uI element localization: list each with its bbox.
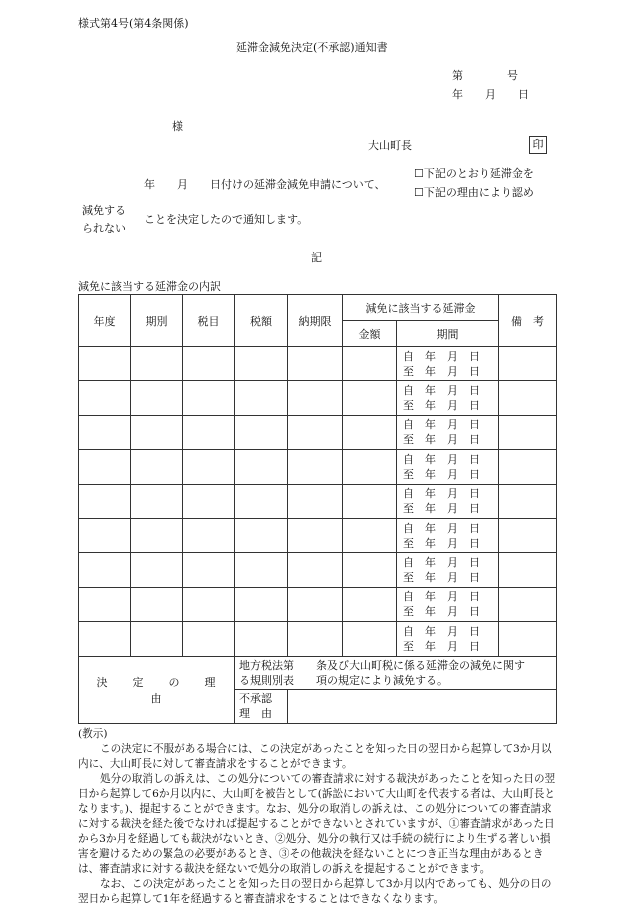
period-cell[interactable] — [131, 381, 183, 415]
date-from-label: 自 年 月 日 — [403, 452, 480, 466]
duration-cell[interactable] — [397, 484, 499, 518]
header-remarks: 備 考 — [499, 295, 557, 347]
date-to-label: 至 年 月 日 — [403, 571, 480, 585]
tax-item-cell[interactable] — [183, 381, 235, 415]
instruction-notes — [78, 727, 558, 907]
seal-mark: 印 — [529, 136, 547, 154]
amount-cell[interactable] — [343, 518, 397, 552]
duration-cell[interactable] — [397, 518, 499, 552]
amount-cell[interactable] — [343, 450, 397, 484]
tax-item-cell[interactable] — [183, 415, 235, 449]
duration-cell[interactable] — [397, 553, 499, 587]
due-date-cell[interactable] — [288, 347, 343, 381]
period-cell[interactable] — [131, 518, 183, 552]
decision-reason-label: 決 定 の 理 由 — [79, 656, 235, 723]
table-row — [79, 587, 557, 621]
year-cell[interactable] — [79, 450, 131, 484]
date-from-label: 自 年 月 日 — [403, 384, 480, 398]
amount-cell[interactable] — [343, 347, 397, 381]
due-date-cell[interactable] — [288, 484, 343, 518]
duration-cell[interactable] — [397, 450, 499, 484]
notes-paragraph-1: この決定に不服がある場合には、この決定があったことを知った日の翌日から起算して3か月以内に、大山町長に対して審査請求をすることができます。 — [78, 743, 552, 770]
tax-amount-cell[interactable] — [235, 415, 288, 449]
remarks-cell[interactable] — [499, 415, 557, 449]
date-from-label: 自 年 月 日 — [403, 349, 480, 363]
date-from-label: 自 年 月 日 — [403, 590, 480, 604]
tax-amount-cell[interactable] — [235, 518, 288, 552]
option-reject-suffix: られない — [82, 222, 126, 235]
header-duration: 期間 — [397, 321, 499, 347]
period-cell[interactable] — [131, 553, 183, 587]
tax-amount-cell[interactable] — [235, 347, 288, 381]
reject-label-line2: 理 由 — [239, 707, 272, 721]
year-cell[interactable] — [79, 518, 131, 552]
option-grant-checkbox[interactable]: ☐下記のとおり延滞金を — [414, 167, 534, 180]
duration-cell[interactable] — [397, 347, 499, 381]
header-due-date: 納期限 — [288, 295, 343, 347]
reject-reason-label — [235, 689, 288, 723]
duration-cell[interactable] — [397, 415, 499, 449]
remarks-cell[interactable] — [499, 484, 557, 518]
due-date-cell[interactable] — [288, 553, 343, 587]
header-tax-item: 税目 — [183, 295, 235, 347]
tax-amount-cell[interactable] — [235, 622, 288, 656]
year-cell[interactable] — [79, 415, 131, 449]
remarks-cell[interactable] — [499, 553, 557, 587]
period-cell[interactable] — [131, 587, 183, 621]
section-title: 減免に該当する延滞金の内訳 — [78, 280, 221, 293]
decision-notice-text: ことを決定したので通知します。 — [144, 213, 309, 226]
document-title: 延滞金減免決定(不承認)通知書 — [236, 41, 388, 54]
remarks-cell[interactable] — [499, 381, 557, 415]
date-to-label: 至 年 月 日 — [403, 364, 480, 378]
tax-amount-cell[interactable] — [235, 553, 288, 587]
due-date-cell[interactable] — [288, 415, 343, 449]
due-date-cell[interactable] — [288, 587, 343, 621]
date-to-label: 至 年 月 日 — [403, 433, 480, 447]
notes-paragraph-2: 処分の取消しの訴えは、この処分についての審査請求に対する裁決があったことを知った日の翌日から起算して6か月以内に、大山町を被告として(訴訟において大山町を代表する者は、大山町長となります。)、提起することができます。なお、処分の取消しの訴えは、この処分についての審査請求に対する裁決を経た後でなければ提起することができないとされていますが、①審査請求があった日から3か月を経過しても裁決がないとき、②処分、処分の執行又は手続の続行により生ずる著しい損害を避けるための緊急の必要があるとき、③その他裁決を経ないことにつき正当な理由があるときは、審査請求に対する裁決を経ないで処分の取消しの訴えを提起することができます。 — [78, 773, 556, 875]
date-to-label: 至 年 月 日 — [403, 502, 480, 516]
application-date-text: 年 月 日付けの延滞金減免申請について、 — [144, 178, 386, 191]
amount-cell[interactable] — [343, 381, 397, 415]
remarks-cell[interactable] — [499, 622, 557, 656]
amount-cell[interactable] — [343, 553, 397, 587]
tax-item-cell[interactable] — [183, 450, 235, 484]
amount-cell[interactable] — [343, 484, 397, 518]
tax-amount-cell[interactable] — [235, 587, 288, 621]
ki-label: 記 — [311, 251, 322, 264]
due-date-cell[interactable] — [288, 450, 343, 484]
table-row — [79, 622, 557, 656]
table-row — [79, 347, 557, 381]
amount-cell[interactable] — [343, 415, 397, 449]
period-cell[interactable] — [131, 415, 183, 449]
table-row — [79, 450, 557, 484]
remarks-cell[interactable] — [499, 587, 557, 621]
header-exemption-group: 減免に該当する延滞金 — [343, 295, 499, 321]
year-cell[interactable] — [79, 622, 131, 656]
year-cell[interactable] — [79, 587, 131, 621]
year-cell[interactable] — [79, 553, 131, 587]
issuer-name: 大山町長 — [368, 139, 412, 152]
tax-item-cell[interactable] — [183, 347, 235, 381]
table-row — [79, 484, 557, 518]
addressee-suffix: 様 — [172, 120, 183, 133]
date-from-label: 自 年 月 日 — [403, 624, 480, 638]
date-to-label: 至 年 月 日 — [403, 467, 480, 481]
header-tax-amount: 税額 — [235, 295, 288, 347]
tax-item-cell[interactable] — [183, 518, 235, 552]
tax-item-cell[interactable] — [183, 622, 235, 656]
date-from-label: 自 年 月 日 — [403, 418, 480, 432]
date-to-label: 至 年 月 日 — [403, 399, 480, 413]
option-reject-checkbox[interactable]: ☐下記の理由により認め — [414, 186, 534, 199]
date-from-label: 自 年 月 日 — [403, 556, 480, 570]
duration-cell[interactable] — [397, 587, 499, 621]
document-number: 第 号 — [452, 69, 518, 82]
date-from-label: 自 年 月 日 — [403, 487, 480, 501]
tax-item-cell[interactable] — [183, 553, 235, 587]
remarks-cell[interactable] — [499, 347, 557, 381]
due-date-cell[interactable] — [288, 622, 343, 656]
law-provision-cell — [235, 656, 557, 689]
tax-item-cell[interactable] — [183, 484, 235, 518]
tax-amount-cell[interactable] — [235, 484, 288, 518]
table-row — [79, 518, 557, 552]
date-to-label: 至 年 月 日 — [403, 605, 480, 619]
reject-label-line1: 不承認 — [239, 692, 272, 706]
table-row — [79, 553, 557, 587]
option-grant-suffix: 減免する — [82, 204, 126, 217]
period-cell[interactable] — [131, 622, 183, 656]
duration-cell[interactable] — [397, 622, 499, 656]
notes-heading: (教示) — [78, 728, 108, 740]
year-cell[interactable] — [79, 381, 131, 415]
due-date-cell[interactable] — [288, 518, 343, 552]
period-cell[interactable] — [131, 347, 183, 381]
header-year: 年度 — [79, 295, 131, 347]
year-cell[interactable] — [79, 347, 131, 381]
due-date-cell[interactable] — [288, 381, 343, 415]
year-cell[interactable] — [79, 484, 131, 518]
table-row — [79, 381, 557, 415]
amount-cell[interactable] — [343, 622, 397, 656]
form-id: 様式第4号(第4条関係) — [78, 17, 189, 30]
date-to-label: 至 年 月 日 — [403, 536, 480, 550]
law-text-line2: る規則別表 項の規定により減免する。 — [239, 673, 448, 687]
issue-date: 年 月 日 — [452, 88, 529, 101]
tax-amount-cell[interactable] — [235, 450, 288, 484]
table-row — [79, 415, 557, 449]
law-text-line1: 地方税法第 条及び大山町税に係る延滞金の減免に関す — [239, 658, 525, 672]
date-from-label: 自 年 月 日 — [403, 521, 480, 535]
tax-amount-cell[interactable] — [235, 381, 288, 415]
remarks-cell[interactable] — [499, 518, 557, 552]
period-cell[interactable] — [131, 450, 183, 484]
remarks-cell[interactable] — [499, 450, 557, 484]
amount-cell[interactable] — [343, 587, 397, 621]
header-period: 期別 — [131, 295, 183, 347]
exemption-table — [78, 294, 557, 724]
header-amount: 金額 — [343, 321, 397, 347]
notes-paragraph-3: なお、この決定があったことを知った日の翌日から起算して3か月以内であっても、処分の日の翌日から起算して1年を経過すると審査請求をすることはできなくなります。 — [78, 878, 552, 905]
duration-cell[interactable] — [397, 381, 499, 415]
tax-item-cell[interactable] — [183, 587, 235, 621]
reject-reason-field[interactable] — [288, 689, 557, 723]
date-to-label: 至 年 月 日 — [403, 639, 480, 653]
period-cell[interactable] — [131, 484, 183, 518]
